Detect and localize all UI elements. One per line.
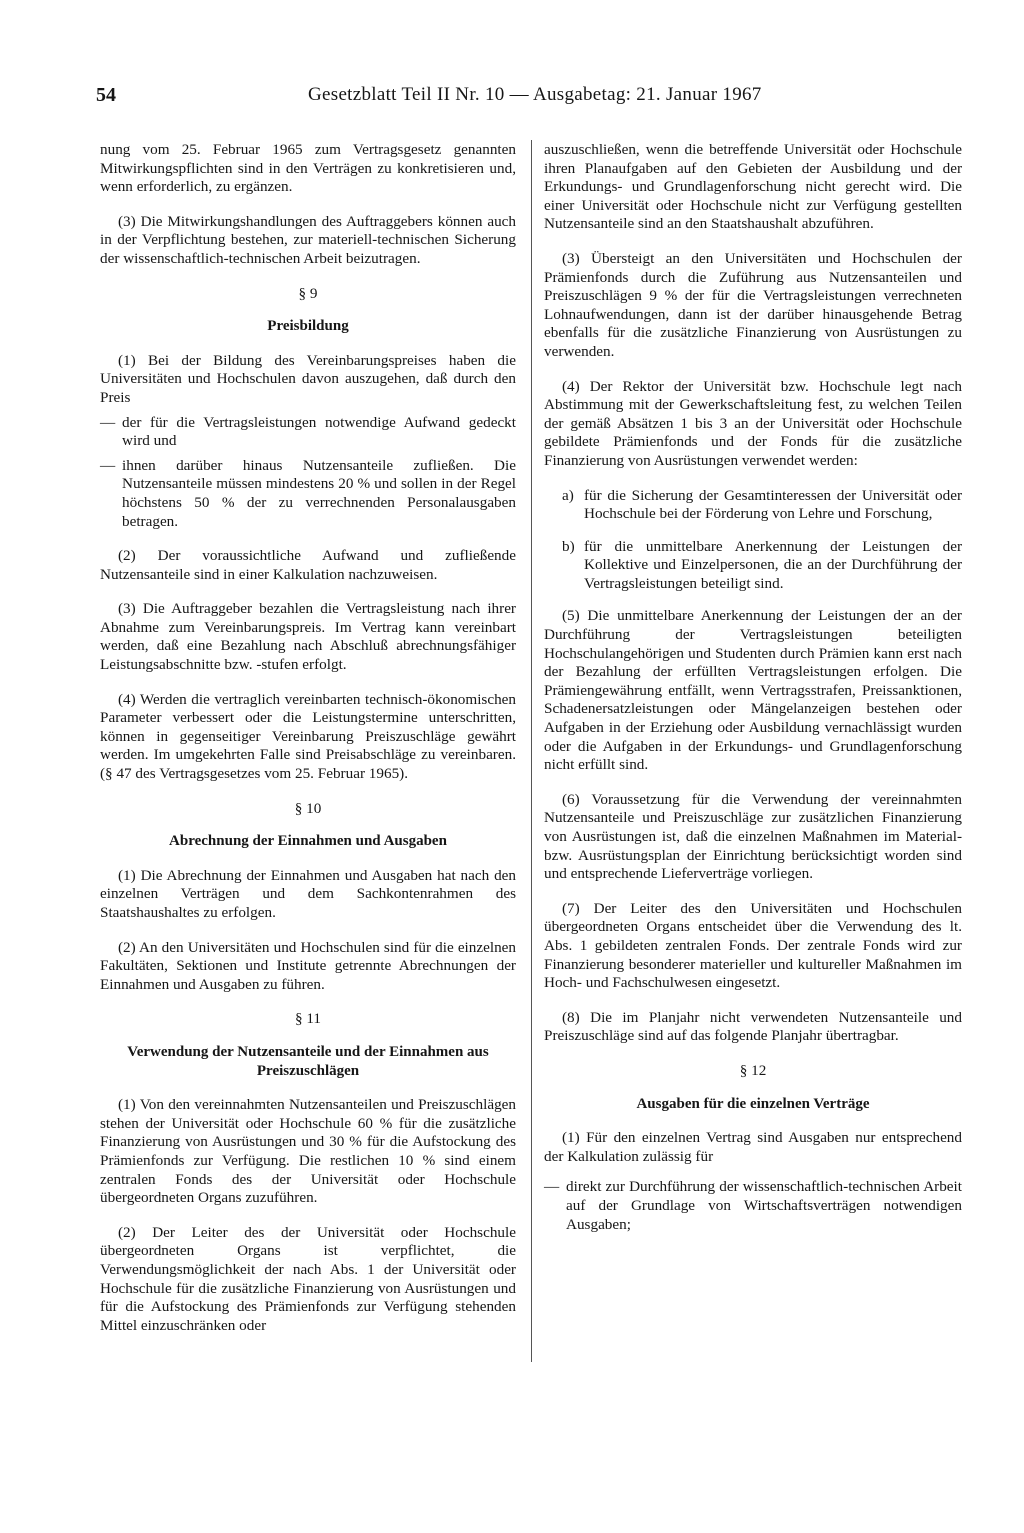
section-title: Verwendung der Nutzensanteile und der Einnahmen aus Preiszuschlägen — [127, 1043, 489, 1079]
paragraph: (1) Bei der Bildung des Vereinbarungspreises haben die Universitäten und Hochschulen davon auszugehen, daß durch den Preis — [100, 351, 516, 406]
dash-bullet: — — [100, 413, 116, 431]
left-column — [100, 141, 516, 1335]
dash-bullet: — — [544, 1178, 560, 1196]
dash-bullet: — — [100, 456, 116, 474]
dash-list-item — [100, 457, 516, 531]
section-number: § 10 — [294, 799, 322, 817]
dash-item-text: direkt zur Durchführung der wissenschaftlich-technischen Arbeit auf der Grundlage von Wirtschaftsverträgen notwendigen Ausgaben; — [566, 1178, 962, 1233]
paragraph-continued: auszuschließen, wenn die betreffende Universität oder Hochschule ihren Planaufgaben auf den Gebieten der Ausbildung und der Erkundungs- und Grundlagenforschung nicht gerecht wird. Die einer Universität oder Hochschule nicht zur Verfügung gestellten Nutzensanteile sind an den Staatshaushalt abzuführen. — [544, 141, 962, 233]
right-column — [544, 141, 962, 1240]
running-title: Gesetzblatt Teil II Nr. 10 — Ausgabetag: 21. Januar 1967 — [308, 84, 762, 105]
section-title: Preisbildung — [267, 318, 349, 335]
page-header — [96, 84, 962, 114]
paragraph: (2) Der Leiter des der Universität oder Hochschule übergeordneten Organs ist verpflichtet, die Verwendungsmöglichkeit der nach Abs. 1 der Universität oder Hochschule für die zusätzliche Finanzierung von Ausrüstungen und für die Aufstockung des Prämienfonds zur Verfügung stehenden Mittel einzuschränken oder — [100, 1223, 516, 1334]
paragraph: (5) Die unmittelbare Anerkennung der Leistungen der an der Durchführung der Vertragsleistungen beteiligten Hochschulangehörigen und Studenten durch Prämien kann erst nach der Bezahlung der erfüllten Vertragsleistungen erfolgen. Die Prämiengewährung entfällt, wenn Vertragsstrafen, Preissanktionen, Schadenersatzleistungen oder Mängelanzeigen bestehen oder Aufgaben in der Erziehung oder Ausbildung vernachlässigt wurden oder die Aufgaben in der Erkundungs- und Grundlagenforschung nicht erfüllt sind. — [544, 607, 962, 774]
column-divider — [531, 140, 532, 1362]
list-item-text: für die unmittelbare Anerkennung der Leistungen der Kollektive und Einzelpersonen, die an der Durchführung der Vertragsleistungen beteiligt sind. — [584, 537, 962, 592]
lettered-list-item — [544, 487, 962, 524]
paragraph: (3) Übersteigt an den Universitäten und Hochschulen der Prämienfonds durch die Zuführung aus Nutzensanteilen und Preiszuschlägen 9 % der für die Vertragsleistungen verrechneten Lohnaufwendungen, dann ist der darüber hinausgehende Betrag ebenfalls für die zusätzliche Finanzierung von Ausrüstungen zu verwenden. — [544, 249, 962, 360]
list-label: a) — [562, 486, 574, 504]
list-label: b) — [562, 537, 575, 555]
section-number: § 12 — [739, 1061, 767, 1079]
paragraph: (3) Die Mitwirkungshandlungen des Auftraggebers können auch in der Verpflichtung bestehen, zur materiell-technischen Sicherung der wissenschaftlich-technischen Arbeit beizutragen. — [100, 212, 516, 267]
paragraph: (7) Der Leiter des den Universitäten und Hochschulen übergeordneten Organs entscheidet über die Verwendung des lt. Abs. 1 gebildeten zentralen Fonds. Der zentrale Fonds wird zur Finanzierung besonderer materieller und kultureller Maßnahmen im Hoch- und Fachschulwesen eingesetzt. — [544, 899, 962, 992]
list-item-text: für die Sicherung der Gesamtinteressen der Universität oder Hochschule bei der Förderung von Lehre und Forschung, — [584, 486, 962, 523]
paragraph: (1) Die Abrechnung der Einnahmen und Ausgaben hat nach den einzelnen Verträgen und dem Sachkontenrahmen des Staatshaushaltes zu erfolgen. — [100, 866, 516, 921]
dash-list-item — [544, 1178, 962, 1234]
page-number: 54 — [96, 84, 116, 106]
paragraph: (8) Die im Planjahr nicht verwendeten Nutzensanteile und Preiszuschläge sind auf das folgende Planjahr übertragbar. — [544, 1008, 962, 1045]
paragraph: (2) Der voraussichtliche Aufwand und zufließende Nutzensanteile sind in einer Kalkulation nachzuweisen. — [100, 547, 516, 583]
section-title: Abrechnung der Einnahmen und Ausgaben — [169, 833, 447, 850]
paragraph: (4) Werden die vertraglich vereinbarten technisch-ökonomischen Parameter verbessert oder die Leistungstermine unterschritten, können in gegenseitiger Vereinbarung Preiszuschläge gewährt werden. Im umgekehrten Falle sind Preisabschläge zu vereinbaren. (§ 47 des Vertragsgesetzes vom 25. Februar 1965). — [100, 690, 516, 783]
paragraph: (4) Der Rektor der Universität bzw. Hochschule legt nach Abstimmung mit der Gewerkschaftsleitung fest, zu welchen Teilen der gemäß Absätzen 1 bis 3 an der Universität oder Hochschule gebildete Prämienfonds und der Fonds für die zusätzliche Finanzierung von Ausrüstungen verwendet werden: — [544, 377, 962, 469]
dash-list-item — [100, 414, 516, 451]
dash-item-text: ihnen darüber hinaus Nutzensanteile zufließen. Die Nutzensanteile müssen mindestens 20 % und sollen in der Regel höchstens 50 % der zu verrechnenden Personalausgaben betragen. — [122, 456, 516, 530]
section-title: Ausgaben für die einzelnen Verträge — [636, 1095, 870, 1112]
lettered-list-item — [544, 538, 962, 594]
paragraph-continued: nung vom 25. Februar 1965 zum Vertragsgesetz genannten Mitwirkungspflichten sind in den Verträgen zu konkretisieren und, wenn erforderlich, zu ergänzen. — [100, 141, 516, 196]
paragraph: (1) Für den einzelnen Vertrag sind Ausgaben nur entsprechend der Kalkulation zulässig für — [544, 1129, 962, 1165]
section-number: § 9 — [298, 284, 318, 302]
dash-item-text: der für die Vertragsleistungen notwendige Aufwand gedeckt wird und — [122, 413, 516, 450]
section-number: § 11 — [294, 1010, 321, 1028]
paragraph: (6) Voraussetzung für die Verwendung der vereinnahmten Nutzensanteile und Preiszuschläge zur zusätzlichen Finanzierung von Ausrüstungen ist, daß die einzelnen Maßnahmen im Material- bzw. Ausrüstungsplan der Einrichtung berücksichtigt worden sind und entsprechende Lieferverträge vorliegen. — [544, 790, 962, 883]
paragraph: (3) Die Auftraggeber bezahlen die Vertragsleistung nach ihrer Abnahme zum Vereinbarungspreis. Im Vertrag kann vereinbart werden, daß eine Bezahlung nach Abschluß abrechnungsfähiger Leistungsabschnitte bzw. -stufen erfolgt. — [100, 600, 516, 674]
paragraph: (2) An den Universitäten und Hochschulen sind für die einzelnen Fakultäten, Sektionen und Institute getrennte Abrechnungen der Einnahmen und Ausgaben zu führen. — [100, 938, 516, 993]
paragraph: (1) Von den vereinnahmten Nutzensanteilen und Preiszuschlägen stehen der Universität oder Hochschule 60 % für die zusätzliche Finanzierung von Ausrüstungen und 30 % für die Aufstockung des Prämienfonds zur Verfügung. Die restlichen 10 % sind einem zentralen Fonds des der Universität oder Hochschule übergeordneten Organs zuzuführen. — [100, 1096, 516, 1207]
